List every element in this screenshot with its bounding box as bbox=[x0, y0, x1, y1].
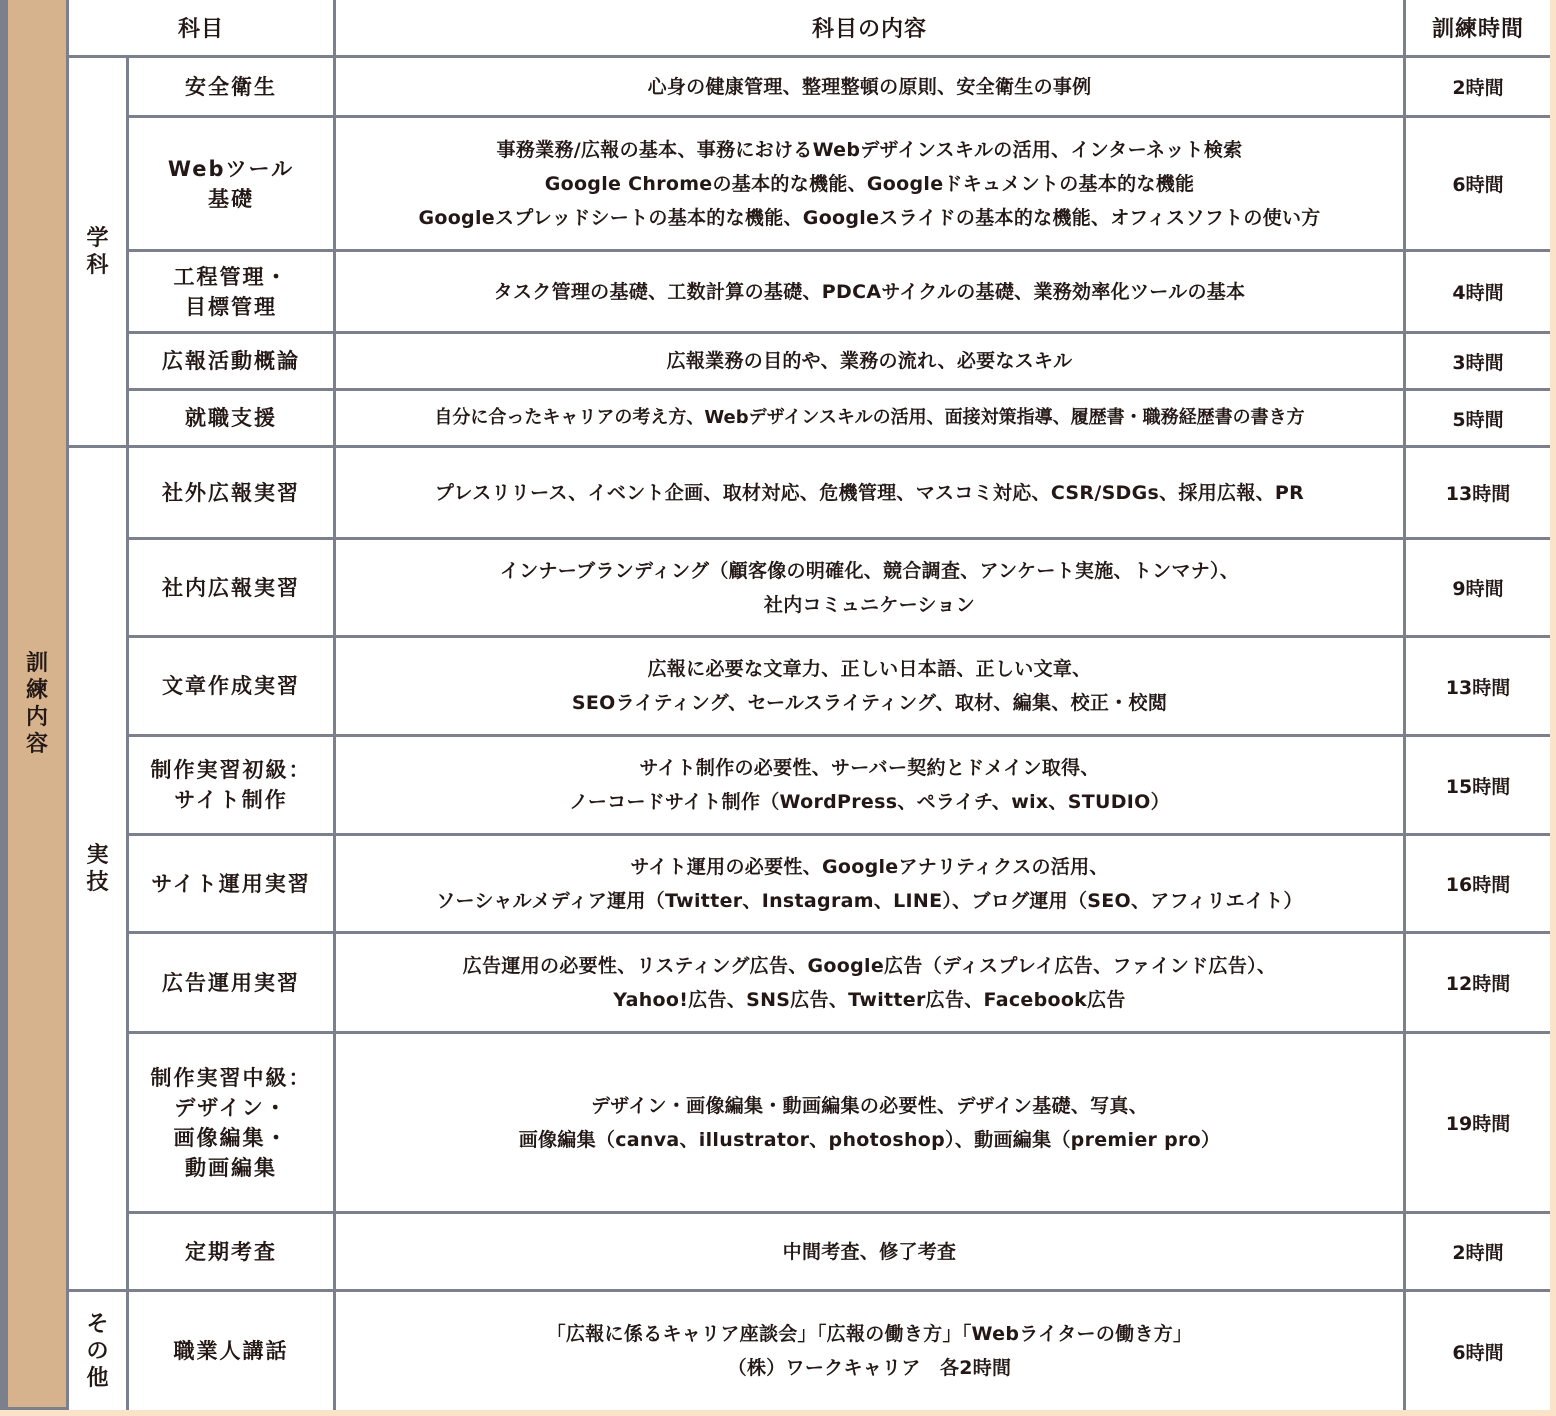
table-row bbox=[8, 934, 1550, 1034]
table-row bbox=[8, 737, 1550, 836]
group-label bbox=[69, 1311, 126, 1392]
content-text: Googleスプレッドシートの基本的な機能、Googleスライドの基本的な機能、オフィスソフトの使い方 bbox=[418, 206, 1321, 229]
subject-cell bbox=[129, 334, 336, 391]
subject-text: 就職支援 bbox=[185, 406, 277, 430]
header-content: 科目の内容 bbox=[336, 0, 1406, 58]
subject-cell bbox=[129, 391, 336, 448]
subject-cell bbox=[129, 836, 336, 934]
hours-cell: 13時間 bbox=[1406, 448, 1550, 540]
content-text: 広告運用の必要性、リスティング広告、Google広告（ディスプレイ広告、ファインド広告）、 bbox=[462, 954, 1277, 977]
content-text: Google Chromeの基本的な機能、Googleドキュメントの基本的な機能 bbox=[544, 172, 1195, 195]
table-row bbox=[8, 638, 1550, 737]
hours-cell: 19時間 bbox=[1406, 1034, 1550, 1214]
subject-text: 広告運用実習 bbox=[162, 970, 300, 995]
subject-text: 社内広報実習 bbox=[162, 575, 300, 600]
content-cell bbox=[336, 934, 1406, 1034]
subject-text: 社外広報実習 bbox=[162, 480, 300, 505]
content-text: サイト運用の必要性、Googleアナリティクスの活用、 bbox=[630, 855, 1109, 878]
content-text: 社内コミュニケーション bbox=[763, 593, 976, 616]
subject-cell bbox=[129, 1214, 336, 1292]
subject-cell bbox=[129, 1292, 336, 1410]
hours-cell: 2時間 bbox=[1406, 58, 1550, 118]
subject-cell bbox=[129, 252, 336, 334]
group-label-text: 学科 bbox=[86, 225, 109, 278]
subject-text: 職業人講話 bbox=[173, 1339, 289, 1363]
table-row bbox=[8, 252, 1550, 334]
table-row bbox=[8, 58, 1550, 118]
hours-cell: 9時間 bbox=[1406, 540, 1550, 638]
header-row bbox=[8, 0, 1550, 58]
hours-cell: 6時間 bbox=[1406, 118, 1550, 252]
content-text: 事務業務/広報の基本、事務におけるWebデザインスキルの活用、インターネット検索 bbox=[496, 138, 1243, 161]
content-text: 中間考査、修了考査 bbox=[782, 1240, 957, 1263]
hours-cell: 15時間 bbox=[1406, 737, 1550, 836]
content-cell bbox=[336, 540, 1406, 638]
content-text: 自分に合ったキャリアの考え方、Webデザインスキルの活用、面接対策指導、履歴書・職務経歴書の書き方 bbox=[434, 407, 1305, 428]
hours-cell: 13時間 bbox=[1406, 638, 1550, 737]
hours-cell: 12時間 bbox=[1406, 934, 1550, 1034]
content-text: 広報に必要な文章力、正しい日本語、正しい文章、 bbox=[647, 658, 1092, 680]
hours-cell: 16時間 bbox=[1406, 836, 1550, 934]
subject-text: Webツール bbox=[167, 156, 295, 181]
subject-cell bbox=[129, 934, 336, 1034]
subject-text: 目標管理 bbox=[185, 294, 277, 319]
subject-text: デザイン・ bbox=[174, 1095, 288, 1120]
hours-cell: 3時間 bbox=[1406, 334, 1550, 391]
content-text: Yahoo!広告、SNS広告、Twitter広告、Facebook広告 bbox=[613, 988, 1126, 1011]
side-label-text: 訓練内容 bbox=[26, 650, 49, 757]
group-label bbox=[69, 225, 126, 279]
content-text: ソーシャルメディア運用（Twitter、Instagram、LINE）、ブログ運用（SEO、アフィリエイト） bbox=[436, 889, 1303, 912]
table-row bbox=[8, 334, 1550, 391]
subject-text: 画像編集・ bbox=[173, 1125, 289, 1150]
hours-cell: 6時間 bbox=[1406, 1292, 1550, 1410]
content-text: タスク管理の基礎、工数計算の基礎、PDCAサイクルの基礎、業務効率化ツールの基本 bbox=[493, 280, 1246, 303]
group-label-cell bbox=[69, 448, 129, 1292]
content-cell bbox=[336, 638, 1406, 737]
hours-cell: 4時間 bbox=[1406, 252, 1550, 334]
subject-text: 動画編集 bbox=[185, 1155, 277, 1180]
table-row bbox=[8, 1034, 1550, 1214]
content-text: 画像編集（canva、illustrator、photoshop）、動画編集（premier pro） bbox=[518, 1128, 1221, 1151]
subject-cell bbox=[129, 58, 336, 118]
content-cell bbox=[336, 1034, 1406, 1214]
content-text: 「広報に係るキャリア座談会」「広報の働き方」「Webライターの働き方」 bbox=[546, 1323, 1193, 1345]
hours-cell: 5時間 bbox=[1406, 391, 1550, 448]
content-cell bbox=[336, 252, 1406, 334]
table-row bbox=[8, 118, 1550, 252]
table-row bbox=[8, 836, 1550, 934]
subject-text: 定期考査 bbox=[185, 1239, 277, 1264]
subject-text: 安全衛生 bbox=[185, 74, 277, 99]
content-text: インナーブランディング（顧客像の明確化、競合調査、アンケート実施、トンマナ）、 bbox=[499, 559, 1240, 582]
content-text: SEOライティング、セールスライティング、取材、編集、校正・校閲 bbox=[571, 692, 1168, 714]
table-row bbox=[8, 540, 1550, 638]
content-cell bbox=[336, 118, 1406, 252]
table-row bbox=[8, 1292, 1550, 1410]
subject-text: 広報活動概論 bbox=[162, 349, 300, 373]
subject-text: サイト制作 bbox=[174, 788, 288, 812]
content-text: 広報業務の目的や、業務の流れ、必要なスキル bbox=[666, 350, 1073, 372]
subject-cell bbox=[129, 540, 336, 638]
group-label-text: 実技 bbox=[86, 842, 109, 895]
content-text: ノーコードサイト制作（WordPress、ペライチ、wix、STUDIO） bbox=[569, 791, 1170, 813]
content-cell bbox=[336, 836, 1406, 934]
subject-text: 工程管理・ bbox=[173, 264, 289, 289]
side-label-cell bbox=[8, 0, 69, 1410]
content-text: プレスリリース、イベント企画、取材対応、危機管理、マスコミ対応、CSR/SDGs、採用広報、PR bbox=[434, 481, 1305, 504]
group-label-cell bbox=[69, 1292, 129, 1410]
subject-text: 制作実習初級： bbox=[150, 758, 312, 782]
content-cell bbox=[336, 334, 1406, 391]
subject-cell bbox=[129, 118, 336, 252]
content-text: 心身の健康管理、整理整頓の原則、安全衛生の事例 bbox=[647, 75, 1092, 98]
subject-text: サイト運用実習 bbox=[151, 871, 311, 896]
side-label bbox=[8, 650, 66, 758]
table-row bbox=[8, 391, 1550, 448]
content-cell bbox=[336, 391, 1406, 448]
subject-text: 基礎 bbox=[208, 186, 254, 211]
group-label bbox=[69, 842, 126, 896]
subject-cell bbox=[129, 1034, 336, 1214]
subject-cell bbox=[129, 448, 336, 540]
group-label-cell bbox=[69, 58, 129, 448]
content-cell bbox=[336, 448, 1406, 540]
content-text: サイト制作の必要性、サーバー契約とドメイン取得、 bbox=[639, 757, 1100, 779]
subject-cell bbox=[129, 638, 336, 737]
subject-cell bbox=[129, 737, 336, 836]
hours-cell: 2時間 bbox=[1406, 1214, 1550, 1292]
content-cell bbox=[336, 58, 1406, 118]
table-row bbox=[8, 1214, 1550, 1292]
content-cell bbox=[336, 1214, 1406, 1292]
header-subject: 科目 bbox=[69, 0, 336, 58]
header-hours: 訓練時間 bbox=[1406, 0, 1550, 58]
group-label-text: その他 bbox=[86, 1311, 109, 1391]
content-cell bbox=[336, 1292, 1406, 1410]
table-row bbox=[8, 448, 1550, 540]
content-text: （株）ワークキャリア 各2時間 bbox=[727, 1357, 1012, 1379]
subject-text: 文章作成実習 bbox=[162, 674, 300, 698]
training-content-table bbox=[8, 0, 1550, 1410]
content-text: デザイン・画像編集・動画編集の必要性、デザイン基礎、写真、 bbox=[590, 1094, 1149, 1117]
content-cell bbox=[336, 737, 1406, 836]
subject-text: 制作実習中級： bbox=[150, 1065, 312, 1090]
